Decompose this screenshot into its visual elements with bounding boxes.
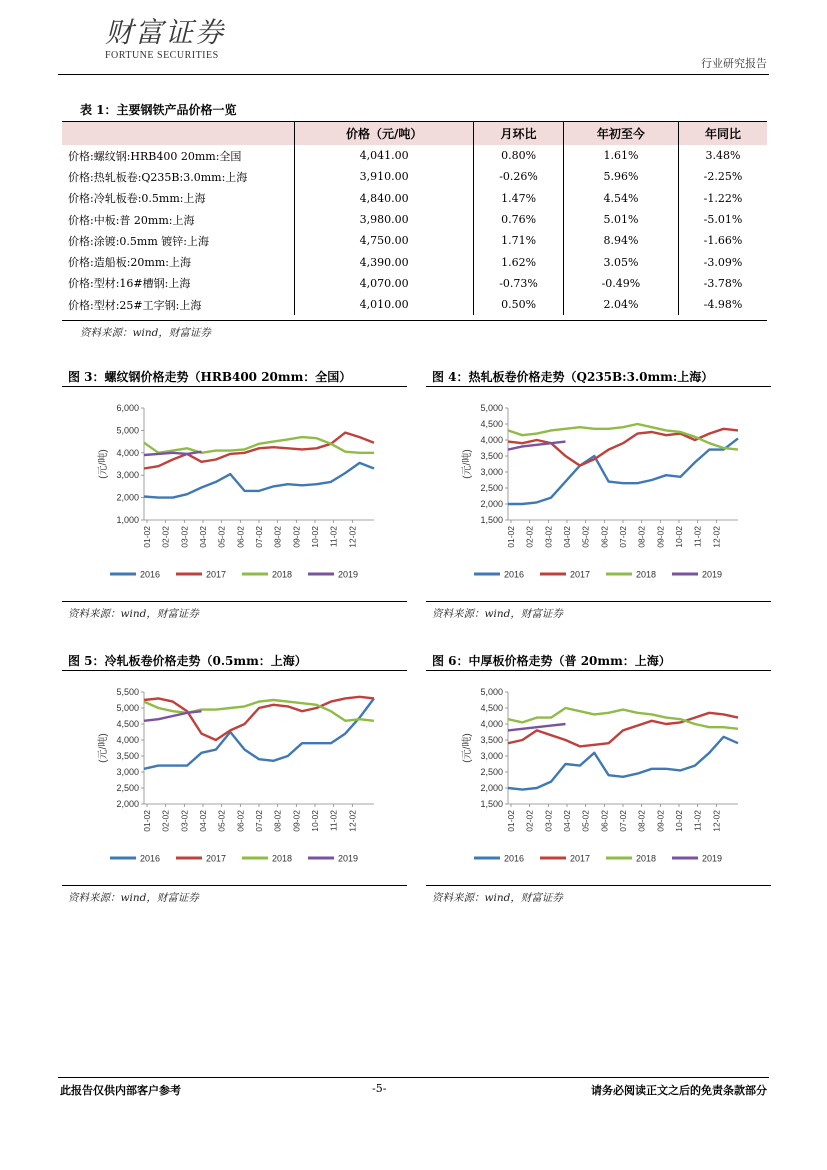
page-number: -5-: [372, 1082, 387, 1095]
row-yoy: -3.78%: [703, 276, 743, 290]
series-line-2018: [144, 700, 374, 721]
footer-disclaimer-right: 请务必阅读正文之后的免责条款部分: [591, 1084, 767, 1097]
x-tick-label: 09-02: [291, 526, 302, 548]
row-mom: 0.80%: [474, 145, 564, 166]
y-tick-label: 3,000: [480, 467, 503, 477]
figure-3-title: 图 3：螺纹钢价格走势（HRB400 20mm：全国）: [68, 370, 352, 384]
figure-5-title: 图 5：冷轧板卷价格走势（0.5mm：上海）: [68, 654, 307, 668]
x-tick-label: 06-02: [235, 526, 246, 548]
x-tick-label: 08-02: [636, 810, 647, 832]
y-tick-label: 5,500: [116, 687, 139, 697]
row-mom: -0.73%: [474, 273, 564, 294]
x-tick-label: 12-02: [711, 526, 722, 548]
row-price: 4,390.00: [295, 251, 474, 272]
row-price: 3,980.00: [295, 209, 474, 230]
y-axis-label: (元/吨): [98, 733, 109, 763]
header-yoy: 年同比: [679, 122, 767, 145]
y-tick-label: 1,500: [480, 515, 503, 525]
footer-divider: [58, 1077, 769, 1078]
table-row: [62, 294, 767, 315]
y-tick-label: 1,000: [116, 515, 139, 525]
y-tick-label: 6,000: [116, 403, 139, 413]
x-tick-label: 01-02: [506, 810, 516, 832]
series-line-2017: [508, 429, 738, 466]
row-name: 价格:热轧板卷:Q235B:3.0mm:上海: [62, 166, 295, 187]
row-yoy: -1.22%: [703, 191, 743, 205]
table-header-row: [62, 122, 767, 145]
rebar-price-chart: [62, 388, 407, 598]
x-tick-label: 09-02: [291, 810, 302, 832]
x-tick-label: 05-02: [580, 526, 591, 548]
row-price: 3,910.00: [295, 166, 474, 187]
x-tick-label: 07-02: [618, 810, 628, 832]
y-axis-label: (元/吨): [462, 733, 473, 763]
figure-4-source: 资料来源：wind，财富证券: [432, 608, 563, 620]
row-ytd: 5.96%: [563, 166, 678, 187]
figure-5-source: 资料来源：wind，财富证券: [68, 892, 199, 904]
y-tick-label: 4,500: [116, 719, 139, 729]
logo-english-name: FORTUNE SECURITIES: [105, 50, 219, 61]
x-tick-label: 04-02: [198, 526, 208, 548]
series-line-2016: [508, 438, 738, 504]
series-line-2016: [508, 737, 738, 790]
y-tick-label: 1,500: [480, 799, 503, 809]
y-tick-label: 4,500: [480, 703, 503, 713]
y-tick-label: 2,000: [480, 783, 503, 793]
figure-4-top-rule: [426, 386, 771, 387]
row-name: 价格:型材:25#工字钢:上海: [62, 294, 295, 315]
x-tick-label: 04-02: [198, 810, 208, 832]
y-tick-label: 2,500: [480, 767, 503, 777]
series-line-2017: [144, 697, 374, 740]
y-tick-label: 4,000: [116, 447, 139, 458]
figure-5-top-rule: [62, 670, 407, 671]
header-divider: [58, 74, 769, 75]
figure-5-bottom-rule: [62, 885, 407, 886]
row-name: 价格:螺纹钢:HRB400 20mm:全国: [62, 145, 295, 166]
figure-6-top-rule: [426, 670, 771, 671]
table-row: [62, 273, 767, 294]
y-tick-label: 3,500: [480, 451, 503, 461]
legend-label-2019: 2019: [702, 569, 723, 580]
hot-rolled-price-chart: [426, 388, 771, 598]
figure-6-source: 资料来源：wind，财富证券: [432, 892, 563, 904]
x-tick-label: 02-02: [524, 526, 535, 548]
y-tick-label: 3,500: [480, 735, 503, 745]
row-ytd: -0.49%: [563, 273, 678, 294]
y-tick-label: 3,000: [116, 767, 139, 777]
x-tick-label: 08-02: [272, 810, 283, 832]
figure-3-source: 资料来源：wind，财富证券: [68, 608, 199, 620]
price-table: [62, 122, 767, 315]
x-tick-label: 02-02: [160, 526, 171, 548]
x-tick-label: 06-02: [235, 810, 246, 832]
figure-6-bottom-rule: [426, 885, 771, 886]
cold-rolled-price-chart: [62, 672, 407, 882]
row-ytd: 1.61%: [563, 145, 678, 166]
logo-chinese-name: 财富证券: [105, 16, 226, 49]
row-mom: 1.71%: [474, 230, 564, 251]
row-price: 4,070.00: [295, 273, 474, 294]
x-tick-label: 09-02: [655, 810, 666, 832]
row-ytd: 8.94%: [563, 230, 678, 251]
legend-label-2017: 2017: [570, 853, 591, 864]
row-price: 4,840.00: [295, 188, 474, 209]
x-tick-label: 07-02: [618, 526, 628, 548]
row-mom: -0.26%: [474, 166, 564, 187]
legend-label-2019: 2019: [702, 853, 723, 864]
table-row: [62, 188, 767, 209]
x-tick-label: 01-02: [142, 526, 152, 548]
row-yoy: -4.98%: [703, 298, 743, 312]
x-tick-label: 06-02: [599, 810, 610, 832]
x-tick-label: 11-02: [692, 526, 703, 548]
header-ytd: 年初至今: [563, 122, 678, 145]
x-tick-label: 10-02: [310, 526, 320, 548]
x-tick-label: 11-02: [328, 526, 339, 548]
x-tick-label: 11-02: [328, 810, 339, 832]
legend-label-2017: 2017: [206, 853, 227, 864]
legend-label-2016: 2016: [140, 853, 161, 864]
x-tick-label: 03-02: [543, 810, 554, 832]
table-source: 资料来源：wind，财富证券: [80, 327, 211, 339]
row-name: 价格:型材:16#槽钢:上海: [62, 273, 295, 294]
legend-label-2017: 2017: [570, 569, 591, 580]
row-price: 4,010.00: [295, 294, 474, 315]
y-tick-label: 2,000: [480, 499, 503, 509]
legend-label-2018: 2018: [272, 569, 293, 580]
row-ytd: 3.05%: [563, 251, 678, 272]
y-tick-label: 5,000: [480, 687, 503, 697]
row-ytd: 4.54%: [563, 188, 678, 209]
legend-label-2018: 2018: [272, 853, 293, 864]
y-tick-label: 2,000: [116, 492, 139, 503]
x-tick-label: 03-02: [179, 526, 190, 548]
y-tick-label: 2,000: [116, 799, 139, 809]
table-row: [62, 145, 767, 166]
row-ytd: 2.04%: [563, 294, 678, 315]
table-row: [62, 230, 767, 251]
y-tick-label: 4,000: [116, 735, 139, 745]
row-yoy: 3.48%: [705, 149, 741, 163]
table-title: 表 1：主要钢铁产品价格一览: [80, 103, 237, 117]
x-tick-label: 07-02: [254, 810, 264, 832]
figure-3-bottom-rule: [62, 601, 407, 602]
row-name: 价格:造船板:20mm:上海: [62, 251, 295, 272]
company-logo: [105, 18, 245, 61]
legend-label-2018: 2018: [636, 569, 657, 580]
legend-label-2016: 2016: [504, 569, 525, 580]
row-ytd: 5.01%: [563, 209, 678, 230]
row-price: 4,041.00: [295, 145, 474, 166]
x-tick-label: 02-02: [524, 810, 535, 832]
x-tick-label: 10-02: [310, 810, 320, 832]
medium-plate-price-chart: [426, 672, 771, 882]
legend-label-2016: 2016: [504, 853, 525, 864]
y-tick-label: 3,500: [116, 751, 139, 761]
series-line-2018: [144, 437, 374, 453]
x-tick-label: 08-02: [636, 526, 647, 548]
x-tick-label: 07-02: [254, 526, 264, 548]
x-tick-label: 11-02: [692, 810, 703, 832]
row-mom: 0.76%: [474, 209, 564, 230]
header-mom: 月环比: [474, 122, 564, 145]
figure-3-top-rule: [62, 386, 407, 387]
legend-label-2019: 2019: [338, 569, 359, 580]
x-tick-label: 08-02: [272, 526, 283, 548]
figure-6-title: 图 6：中厚板价格走势（普 20mm：上海）: [432, 654, 671, 668]
row-name: 价格:中板:普 20mm:上海: [62, 209, 295, 230]
x-tick-label: 02-02: [160, 810, 171, 832]
report-type: 行业研究报告: [701, 57, 767, 70]
x-tick-label: 06-02: [599, 526, 610, 548]
y-tick-label: 4,000: [480, 719, 503, 729]
row-mom: 1.47%: [474, 188, 564, 209]
x-tick-label: 01-02: [142, 810, 152, 832]
row-price: 4,750.00: [295, 230, 474, 251]
table-row: [62, 209, 767, 230]
series-line-2019: [144, 452, 202, 455]
x-tick-label: 04-02: [562, 526, 572, 548]
x-tick-label: 12-02: [711, 810, 722, 832]
y-tick-label: 5,000: [480, 403, 503, 413]
x-tick-label: 10-02: [674, 810, 684, 832]
row-mom: 1.62%: [474, 251, 564, 272]
row-yoy: -5.01%: [703, 213, 743, 227]
y-tick-label: 3,000: [116, 470, 139, 481]
legend-label-2017: 2017: [206, 569, 227, 580]
row-name: 价格:涂镀:0.5mm 镀锌:上海: [62, 230, 295, 251]
x-tick-label: 03-02: [543, 526, 554, 548]
y-tick-label: 5,000: [116, 425, 139, 436]
legend-label-2016: 2016: [140, 569, 161, 580]
x-tick-label: 10-02: [674, 526, 684, 548]
y-tick-label: 4,000: [480, 435, 503, 445]
x-tick-label: 09-02: [655, 526, 666, 548]
y-tick-label: 2,500: [480, 483, 503, 493]
y-tick-label: 4,500: [480, 419, 503, 429]
row-name: 价格:冷轧板卷:0.5mm:上海: [62, 188, 295, 209]
x-tick-label: 05-02: [216, 526, 227, 548]
x-tick-label: 04-02: [562, 810, 572, 832]
table-row: [62, 251, 767, 272]
x-tick-label: 01-02: [506, 526, 516, 548]
series-line-2016: [144, 463, 374, 498]
row-yoy: -2.25%: [703, 170, 743, 184]
figure-4-title: 图 4：热轧板卷价格走势（Q235B:3.0mm:上海）: [432, 370, 714, 384]
row-yoy: -1.66%: [703, 234, 743, 248]
footer-disclaimer-left: 此报告仅供内部客户参考: [60, 1084, 181, 1097]
y-tick-label: 5,000: [116, 703, 139, 713]
table-row: [62, 166, 767, 187]
y-axis-label: (元/吨): [98, 449, 109, 479]
x-tick-label: 05-02: [580, 810, 591, 832]
y-axis-label: (元/吨): [462, 449, 473, 479]
row-mom: 0.50%: [474, 294, 564, 315]
x-tick-label: 12-02: [347, 526, 358, 548]
y-tick-label: 2,500: [116, 783, 139, 793]
table-bottom-rule: [62, 320, 767, 321]
legend-label-2019: 2019: [338, 853, 359, 864]
figure-4-bottom-rule: [426, 601, 771, 602]
header-price: 价格（元/吨）: [295, 122, 474, 145]
y-tick-label: 3,000: [480, 751, 503, 761]
x-tick-label: 05-02: [216, 810, 227, 832]
legend-label-2018: 2018: [636, 853, 657, 864]
header-blank: [62, 122, 295, 145]
row-yoy: -3.09%: [703, 255, 743, 269]
x-tick-label: 03-02: [179, 810, 190, 832]
x-tick-label: 12-02: [347, 810, 358, 832]
